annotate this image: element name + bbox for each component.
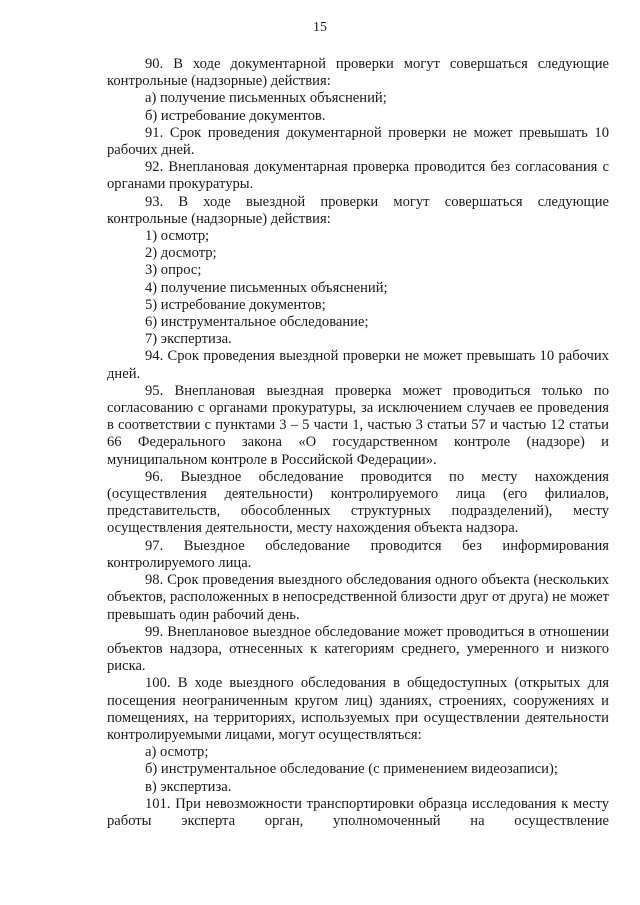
paragraph-100: 100. В ходе выездного обследования в общедоступных (открытых для посещения неограниченным кругом лиц) зданиях, строениях, сооружениях и помещениях, на территориях, используемых при осуществлении деятельности контролируемыми лицами, могут осуществляться: xyxy=(107,675,609,743)
paragraph-91: 91. Срок проведения документарной проверки не может превышать 10 рабочих дней. xyxy=(107,124,609,159)
paragraph-95: 95. Внеплановая выездная проверка может проводиться только по согласованию с органами прокуратуры, за исключением случаев ее проведения в соответствии с пунктами 3 – 5 части 1, частью 3 статьи 57 и частью 12 статьи 66 Федерального закона «О государственном контроле (надзоре) и муниципальном контроле в Российской Федерации». xyxy=(107,382,609,468)
list-item: б) истребование документов. xyxy=(145,107,326,124)
paragraph-90: 90. В ходе документарной проверки могут совершаться следующие контрольные (надзорные) действия: xyxy=(107,56,609,90)
list-item: 6) инструментальное обследование; xyxy=(145,314,369,331)
paragraph-92: 92. Внеплановая документарная проверка проводится без согласования с органами прокуратуры. xyxy=(107,159,609,193)
paragraph-96: 96. Выездное обследование проводится по месту нахождения (осуществления деятельности) контролируемого лица (его филиалов, представительств, обособленных структурных подразделений), месту осуществления деятельности, месту нахождения объекта надзора. xyxy=(107,468,609,537)
paragraph-101: 101. При невозможности транспортировки образца исследования к месту работы эксперта орган, уполномоченный на осуществление xyxy=(107,795,609,829)
page-number: 15 xyxy=(313,20,327,35)
list-item: 2) досмотр; xyxy=(145,245,217,262)
paragraph-94: 94. Срок проведения выездной проверки не может превышать 10 рабочих дней. xyxy=(107,348,609,382)
list-item: а) получение письменных объяснений; xyxy=(145,90,387,107)
paragraph-93: 93. В ходе выездной проверки могут совершаться следующие контрольные (надзорные) действия: xyxy=(107,193,609,227)
paragraph-98: 98. Срок проведения выездного обследования одного объекта (нескольких объектов, расположенных в непосредственной близости друг от друга) не может превышать один рабочий день. xyxy=(107,572,609,623)
paragraph-97: 97. Выездное обследование проводится без информирования контролируемого лица. xyxy=(107,537,609,571)
list-item: 5) истребование документов; xyxy=(145,296,326,313)
list-item: в) экспертиза. xyxy=(145,778,232,795)
list-item: б) инструментальное обследование (с применением видеозаписи); xyxy=(145,761,558,778)
paragraph-99: 99. Внеплановое выездное обследование может проводиться в отношении объектов надзора, отнесенных к категориям среднего, умеренного и низкого риска. xyxy=(107,623,609,675)
document-body xyxy=(107,56,609,830)
list-item: 7) экспертиза. xyxy=(145,331,232,348)
list-item: 4) получение письменных объяснений; xyxy=(145,279,388,296)
list-item: 3) опрос; xyxy=(145,262,202,279)
list-item: 1) осмотр; xyxy=(145,228,210,245)
list-item: а) осмотр; xyxy=(145,744,209,761)
